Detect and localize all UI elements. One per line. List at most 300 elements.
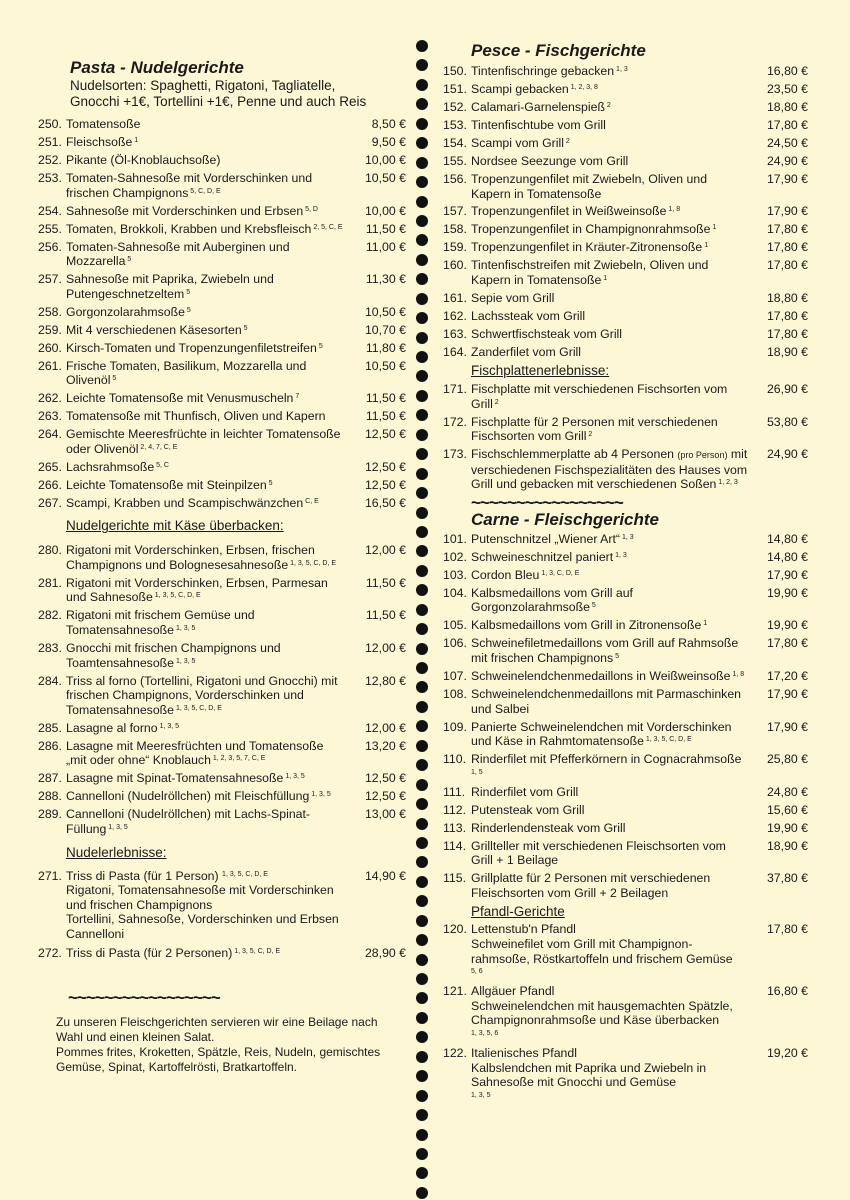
item-price: 12,00 €: [364, 720, 406, 735]
list-item: [38, 608, 406, 637]
item-name: Triss al forno (Tortellini, Rigatoni und Gnocchi) mit frischen Champignons, Vorderschinken und Tomatensahnesoße: [66, 673, 338, 717]
wave-divider: ~~~~~~~~~~~~~~~~~: [471, 492, 623, 512]
item-price: 12,50 €: [364, 459, 406, 474]
item-name: Putenschnitzel „Wiener Art“: [471, 531, 620, 546]
item-price: 11,50 €: [365, 221, 406, 236]
item-name: Fischplatte für 2 Personen mit verschiedenen Fischsorten vom Grill: [471, 414, 718, 444]
separator-dot: [416, 118, 428, 130]
heading-kaese-ueberbacken: Nudelgerichte mit Käse überbacken:: [66, 518, 284, 534]
platter-list: [443, 382, 808, 444]
item-number: 271.: [38, 868, 62, 883]
item-number: 150.: [443, 64, 467, 78]
item-name: Cordon Bleu: [471, 567, 540, 582]
item-number: 110.: [443, 752, 467, 767]
item-price: 11,50 €: [365, 409, 406, 424]
item-name: Triss di Pasta (für 1 Person): [66, 868, 219, 883]
separator-dot: [416, 293, 428, 305]
allergen-note: 7: [293, 393, 300, 401]
separator-dot: [416, 915, 428, 927]
item-number: 103.: [443, 567, 467, 582]
allergen-note: 5: [125, 256, 132, 264]
separator-dot: [416, 759, 428, 771]
item-price: 25,80 €: [766, 752, 808, 767]
separator-dot: [416, 1187, 428, 1199]
item-price: 17,80 €: [766, 117, 808, 132]
allergen-note: 1, 3, 5: [283, 773, 305, 781]
item-price: 8,50 €: [371, 117, 406, 131]
item-name: Grillteller mit verschiedenen Fleischsorten vom Grill + 1 Beilage: [471, 838, 726, 868]
list-item: [443, 720, 808, 749]
item-price: 11,30 €: [365, 272, 406, 287]
list-item: [38, 272, 406, 301]
heading-pfandl: Pfandl-Gerichte: [471, 904, 565, 920]
list-item: [38, 171, 406, 200]
list-item: [443, 821, 808, 836]
item-number: 252.: [38, 152, 62, 167]
item-name: Gorgonzolarahmsoße: [66, 304, 185, 319]
item-price: 17,90 €: [766, 204, 808, 219]
item-number: 255.: [38, 221, 62, 236]
separator-dot: [416, 59, 428, 71]
allergen-note: 1: [710, 224, 717, 232]
list-item: [38, 204, 406, 219]
item-number: 287.: [38, 771, 62, 786]
list-item: [38, 478, 406, 493]
item-name: Tintenfischtube vom Grill: [471, 117, 606, 132]
separator-dot: [416, 1070, 428, 1082]
item-name: Tropenzungenfilet in Champignonrahmsoße: [471, 222, 711, 237]
list-item: [443, 618, 808, 633]
item-price: 11,50 €: [365, 608, 406, 623]
item-number: 285.: [38, 720, 62, 735]
item-price: 19,20 €: [766, 1045, 808, 1060]
separator-dot: [416, 856, 428, 868]
item-name: Schweineschnitzel paniert: [471, 549, 614, 564]
item-price: 10,70 €: [364, 322, 406, 337]
allergen-note: 5: [184, 306, 191, 314]
separator-dot: [416, 1109, 428, 1121]
item-price: 17,90 €: [766, 171, 808, 186]
allergen-note: 1: [701, 620, 708, 628]
item-price: 12,00 €: [364, 641, 406, 656]
list-item: [38, 153, 406, 168]
item-name: Tropenzungenfilet mit Zwiebeln, Oliven und Kapern in Tomatensoße: [471, 171, 708, 201]
item-name: Mit 4 verschiedenen Käsesorten: [66, 322, 242, 337]
item-price: 17,80 €: [766, 222, 808, 237]
item-number: 112.: [443, 802, 467, 817]
separator-dot: [416, 545, 428, 557]
item-name: Leichte Tomatensoße mit Steinpilzen: [66, 477, 267, 492]
item-desc: Schweinelendchen mit hausgemachten Spätzle, Champignonrahmsoße und Käse überbacken: [471, 998, 733, 1028]
list-item: [38, 409, 406, 424]
item-price: 12,50 €: [364, 789, 406, 804]
item-price: 12,00 €: [364, 543, 406, 558]
separator-dot: [416, 332, 428, 344]
item-price: 24,90 €: [766, 447, 808, 462]
item-price: 9,50 €: [371, 134, 406, 149]
item-name: Fischschlemmerplatte ab 4 Personen: [471, 447, 674, 462]
item-price: 11,80 €: [365, 340, 406, 355]
list-item: [443, 136, 808, 151]
separator-dot: [416, 604, 428, 616]
item-price: 17,20 €: [766, 668, 808, 683]
list-item: [38, 460, 406, 475]
separator-dot: [416, 623, 428, 635]
item-price: 17,90 €: [766, 686, 808, 701]
allergen-note: 2: [492, 398, 499, 406]
item-desc: Schweinefilet vom Grill mit Champignon-rahmsoße, Röstkartoffeln und frischem Gemüse: [471, 937, 733, 966]
list-item: [443, 100, 808, 115]
item-number: 161.: [443, 291, 467, 306]
item-name: Lasagne al forno: [66, 720, 158, 735]
allergen-note: 1, 3, 5: [174, 657, 196, 665]
item-desc: Tortellini, Sahnesoße, Vorderschinken und Erbsen: [66, 912, 339, 927]
list-item: [38, 117, 406, 132]
item-price: 18,90 €: [766, 344, 808, 359]
list-item: [443, 922, 808, 980]
item-name: Cannelloni (Nudelröllchen) mit Fleischfüllung: [66, 789, 310, 804]
separator-dot: [416, 196, 428, 208]
list-item: [443, 291, 808, 306]
allergen-note: 1, 3, 5, 6: [471, 1029, 499, 1037]
item-number: 261.: [38, 358, 62, 373]
list-item: [38, 807, 406, 836]
allergen-note: 1, 8: [666, 206, 681, 214]
item-price: 17,80 €: [766, 922, 808, 937]
separator-dot: [416, 351, 428, 363]
item-name: Schweinelendchenmedaillons in Weißweinsoße: [471, 668, 731, 683]
item-price: 17,90 €: [766, 567, 808, 582]
item-name: Tintenfischringe gebacken: [471, 64, 615, 78]
item-price: 26,90 €: [766, 381, 808, 396]
item-price: 18,90 €: [766, 838, 808, 853]
item-name: Scampi gebacken: [471, 81, 569, 96]
list-item: [443, 871, 808, 900]
separator-dot: [416, 1051, 428, 1063]
item-number: 111.: [443, 784, 466, 799]
item-number: 282.: [38, 608, 62, 623]
allergen-note: 1, 3: [613, 551, 627, 559]
item-number: 172.: [443, 414, 467, 429]
item-number: 283.: [38, 641, 62, 656]
pasta-list: [38, 117, 406, 510]
item-name: Fischplatte mit verschiedenen Fischsorten vom Grill: [471, 381, 728, 411]
list-item: [443, 222, 808, 237]
item-number: 151.: [443, 81, 467, 96]
separator-dot: [416, 157, 428, 169]
item-number: 152.: [443, 99, 467, 114]
separator-dot: [416, 681, 428, 693]
separator-dot: [416, 507, 428, 519]
item-price: 24,90 €: [766, 153, 808, 168]
allergen-note: 1: [601, 275, 608, 283]
item-price: 13,00 €: [364, 807, 406, 822]
list-item: [38, 641, 406, 670]
item-price: 16,50 €: [364, 495, 406, 510]
list-item: [38, 341, 406, 356]
list-item: [443, 636, 808, 665]
list-item: [443, 172, 808, 201]
item-price: 11,00 €: [365, 239, 406, 254]
item-name: Sahnesoße mit Vorderschinken und Erbsen: [66, 203, 304, 218]
item-price: 17,80 €: [766, 636, 808, 651]
allergen-note: 1: [132, 136, 139, 144]
separator-dot: [416, 137, 428, 149]
meat-title: Carne - Fleischgerichte: [471, 509, 660, 529]
item-number: 267.: [38, 495, 62, 510]
separator-dot: [416, 701, 428, 713]
dot-separator: [416, 40, 430, 1200]
item-number: 258.: [38, 304, 62, 319]
allergen-note: 1, 2, 3, 5, 7, C, E: [210, 755, 266, 763]
item-price: 18,80 €: [766, 99, 808, 114]
list-item: [38, 359, 406, 388]
list-item: [38, 789, 406, 804]
item-price: 16,80 €: [766, 64, 808, 78]
allergen-note: 1, 3, 5, C, D, E: [643, 736, 692, 744]
item-price: 13,20 €: [364, 738, 406, 753]
item-name: Scampi, Krabben und Scampischwänzchen: [66, 495, 304, 510]
item-number: 113.: [443, 820, 467, 835]
allergen-note: 1, 2, 3, 8: [568, 83, 598, 91]
separator-dot: [416, 565, 428, 577]
item-number: 289.: [38, 807, 62, 822]
item-number: 162.: [443, 309, 467, 323]
item-number: 281.: [38, 575, 62, 590]
heading-nudelerlebnisse: Nudelerlebnisse:: [66, 844, 167, 860]
item-name: Sepie vom Grill: [471, 291, 555, 306]
item-number: 254.: [38, 203, 62, 218]
item-name: Tomaten-Sahnesoße mit Auberginen und Mozzarella: [66, 239, 290, 269]
item-number: 264.: [38, 427, 62, 442]
list-item: [443, 64, 808, 79]
item-number: 158.: [443, 222, 467, 237]
item-name: Rinderfilet mit Pfefferkörnern in Cognacrahmsoße: [471, 752, 742, 767]
list-item: [443, 309, 808, 324]
item-price: 14,90 €: [364, 868, 406, 883]
list-item: [443, 240, 808, 255]
item-number: 251.: [38, 134, 62, 149]
list-item: [443, 785, 808, 800]
item-name: Schwertfischsteak vom Grill: [471, 326, 623, 341]
item-name: Fleischsoße: [66, 134, 133, 149]
wave-divider: ~~~~~~~~~~~~~~~~~: [68, 988, 220, 1008]
separator-dot: [416, 895, 428, 907]
footer-text-1: Zu unseren Fleischgerichten servieren wir eine Beilage nach Wahl und einen kleinen Salat.: [56, 1015, 378, 1045]
allergen-note: 1, 3, 5: [157, 722, 180, 730]
separator-dot: [416, 798, 428, 810]
separator-dot: [416, 370, 428, 382]
separator-dot: [416, 1031, 428, 1043]
list-item: [443, 984, 808, 1042]
item-desc: Cannelloni: [66, 926, 125, 941]
item-price: 16,80 €: [766, 984, 808, 999]
separator-dot: [416, 973, 428, 985]
separator-dot: [416, 429, 428, 441]
item-small-note: (pro Person): [677, 450, 728, 461]
item-name: Lachsrahmsoße: [66, 459, 155, 474]
item-name: Italienisches Pfandl: [471, 1045, 577, 1060]
separator-dot: [416, 409, 428, 421]
item-price: 12,50 €: [364, 427, 406, 442]
separator-dot: [416, 1148, 428, 1160]
list-item: [38, 135, 406, 150]
allergen-note: 2: [604, 101, 611, 109]
item-number: 154.: [443, 135, 467, 150]
allergen-note: 5: [316, 342, 323, 350]
left-column: [38, 58, 406, 1075]
item-name: Schweinelendchenmedaillons mit Parmaschinken und Salbei: [471, 686, 741, 716]
item-price: 23,50 €: [766, 81, 808, 96]
pasta-title: Pasta - Nudelgerichte: [70, 58, 244, 77]
item-number: 266.: [38, 477, 62, 492]
item-name: Rinderlendensteak vom Grill: [471, 820, 626, 835]
list-item: [38, 576, 406, 605]
item-number: 253.: [38, 170, 62, 185]
separator-dot: [416, 40, 428, 52]
item-name: Putensteak vom Grill: [471, 802, 585, 817]
item-name: Kalbsmedaillons vom Grill auf Gorgonzolarahmsoße: [471, 585, 633, 615]
separator-dot: [416, 215, 428, 227]
item-number: 107.: [443, 668, 467, 683]
item-price: 24,80 €: [766, 784, 808, 799]
list-item: [443, 687, 808, 716]
heading-fischplatten: Fischplattenerlebnisse:: [471, 362, 610, 378]
kaese-list: [38, 543, 406, 836]
list-item: [443, 447, 808, 492]
allergen-note: 1, 3, 5: [471, 1091, 491, 1099]
item-name: Frische Tomaten, Basilikum, Mozzarella und Olivenöl: [66, 358, 307, 388]
item-name: Tomatensoße mit Thunfisch, Oliven und Kapern: [66, 409, 326, 424]
item-number: 106.: [443, 636, 467, 651]
separator-dot: [416, 1167, 428, 1179]
item-number: 286.: [38, 738, 62, 753]
item-name: Tintenfischstreifen mit Zwiebeln, Oliven und Kapern in Tomatensoße: [471, 258, 709, 288]
item-name: Tomaten-Sahnesoße mit Vorderschinken und frischen Champignons: [66, 170, 313, 200]
allergen-note: 5, C: [154, 461, 169, 469]
item-number: 263.: [38, 409, 62, 424]
item-price: 17,80 €: [766, 258, 808, 273]
separator-dot: [416, 526, 428, 538]
separator-dot: [416, 98, 428, 110]
item-number: 288.: [38, 789, 62, 804]
separator-dot: [416, 876, 428, 888]
allergen-note: 2, 5, C, E: [311, 223, 343, 231]
item-price: 11,50 €: [365, 391, 406, 406]
item-number: 109.: [443, 719, 467, 734]
allergen-note: 1, 3, 5: [309, 791, 331, 799]
item-number: 272.: [38, 946, 62, 961]
allergen-note: 1, 3: [620, 533, 634, 541]
item-name: Nordsee Seezunge vom Grill: [471, 153, 629, 168]
item-desc: Kalbslendchen mit Paprika und Zwiebeln in Sahnesoße mit Gnocchi und Gemüse: [471, 1060, 707, 1090]
item-price: 15,60 €: [766, 802, 808, 817]
item-price: 28,90 €: [364, 946, 406, 961]
list-item: [443, 586, 808, 615]
item-number: 156.: [443, 171, 467, 186]
item-name: Lettenstub'n Pfandl: [471, 922, 576, 937]
item-price: 14,80 €: [766, 531, 808, 546]
list-item: [443, 82, 808, 97]
separator-dot: [416, 720, 428, 732]
item-price: 12,50 €: [364, 771, 406, 786]
separator-dot: [416, 468, 428, 480]
item-price: 12,80 €: [364, 673, 406, 688]
allergen-note: 1, 5: [471, 768, 483, 776]
allergen-note: 1: [702, 242, 709, 250]
list-item: [38, 222, 406, 237]
list-item: [443, 118, 808, 133]
list-item: [38, 543, 406, 572]
item-price: 10,50 €: [364, 170, 406, 185]
separator-dot: [416, 954, 428, 966]
item-name: Calamari-Garnelenspieß: [471, 99, 605, 114]
separator-dot: [416, 837, 428, 849]
item-name: Leichte Tomatensoße mit Venusmuscheln: [66, 391, 294, 406]
item-number: 153.: [443, 117, 467, 132]
item-price: 12,50 €: [364, 477, 406, 492]
separator-dot: [416, 273, 428, 285]
item-number: 108.: [443, 686, 467, 701]
item-price: 10,00 €: [364, 152, 406, 167]
pfandl-list: [443, 922, 808, 1104]
item-number: 104.: [443, 585, 467, 600]
allergen-note: 5, 6: [471, 968, 483, 976]
allergen-note: 1, 3, 5, C, D, E: [222, 870, 268, 878]
list-item: [443, 204, 808, 219]
list-item: [38, 869, 406, 942]
meat-list: [443, 532, 808, 901]
list-item: [443, 532, 808, 547]
item-price: 17,80 €: [766, 326, 808, 341]
item-name: Tomatensoße: [66, 117, 141, 131]
separator-dot: [416, 312, 428, 324]
allergen-note: C, E: [303, 497, 319, 505]
separator-dot: [416, 992, 428, 1004]
item-number: 171.: [443, 381, 467, 396]
list-item: [443, 550, 808, 565]
separator-dot: [416, 779, 428, 791]
item-number: 159.: [443, 240, 467, 255]
item-price: 17,90 €: [766, 719, 808, 734]
allergen-note: 5: [613, 653, 620, 660]
item-number: 164.: [443, 344, 467, 359]
fish-title: Pesce - Fischgerichte: [471, 41, 646, 60]
item-price: 17,80 €: [766, 309, 808, 323]
item-name: Rigatoni mit frischem Gemüse und Tomatensahnesoße: [66, 608, 255, 638]
item-number: 284.: [38, 673, 62, 688]
allergen-note: 1, 3, 5, C, D, E: [152, 592, 201, 600]
allergen-note: 5: [241, 324, 248, 332]
item-name: Kalbsmedaillons vom Grill in Zitronensoße: [471, 618, 702, 633]
item-name: Tropenzungenfilet in Kräuter-Zitronensoße: [471, 240, 703, 255]
item-name: Cannelloni (Nudelröllchen) mit Lachs-Spinat-Füllung: [66, 807, 311, 836]
list-item: [38, 739, 406, 768]
list-item: [443, 1046, 808, 1104]
list-item: [443, 415, 808, 444]
fish-list: [443, 64, 808, 360]
item-number: 115.: [443, 871, 467, 886]
item-name: Lachssteak vom Grill: [471, 309, 586, 323]
separator-dot: [416, 448, 428, 460]
item-name: Sahnesoße mit Paprika, Zwiebeln und Putengeschnetzeltem: [66, 272, 274, 301]
item-name: Gemischte Meeresfrüchte in leichter Tomatensoße oder Olivenöl: [66, 427, 341, 456]
separator-dot: [416, 1090, 428, 1102]
allergen-note: 5, C, D, E: [188, 187, 221, 195]
allergen-note: 1, 3, 5: [106, 823, 128, 831]
item-name: Gnocchi mit frischen Champignons und Toamtensahnesoße: [66, 641, 281, 670]
item-price: 37,80 €: [766, 871, 808, 886]
